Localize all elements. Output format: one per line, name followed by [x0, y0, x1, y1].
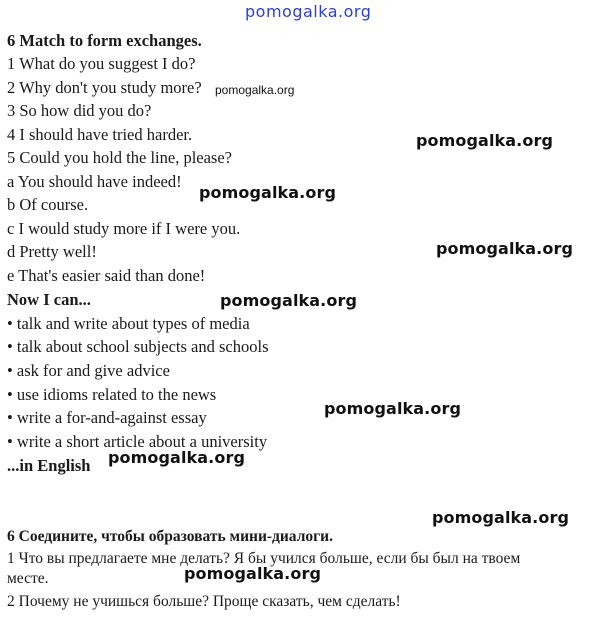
skill-item: • talk and write about types of media — [7, 314, 250, 333]
translation-line: 2 Почему не учишься больше? Проще сказать, чем сделать! — [7, 593, 401, 610]
translation-line-continued: месте. — [7, 570, 49, 587]
exchange-item: a You should have indeed! — [7, 172, 182, 191]
skill-item: • ask for and give advice — [7, 361, 170, 380]
skill-item: • write a short article about a university — [7, 432, 268, 451]
skill-item: • write a for-and-against essay — [7, 408, 207, 427]
watermark: pomogalka.org — [108, 448, 245, 467]
watermark: pomogalka.org — [184, 564, 321, 583]
translation-line: 1 Что вы предлагаете мне делать? Я бы учился больше, если бы был на твоем — [7, 550, 521, 567]
exercise-title: 6 Match to form exchanges. — [7, 31, 202, 50]
exchange-item: 3 So how did you do? — [7, 101, 152, 120]
watermark-small: pomogalka.org — [215, 83, 295, 97]
watermark: pomogalka.org — [432, 508, 569, 527]
exchange-item: 5 Could you hold the line, please? — [7, 148, 232, 167]
exchange-item: b Of course. — [7, 195, 89, 214]
in-english-label: ...in English — [7, 456, 91, 475]
exchange-item: 2 Why don't you study more? — [7, 78, 202, 97]
exchange-item: e That's easier said than done! — [7, 266, 206, 285]
exchange-item: 4 I should have tried harder. — [7, 125, 193, 144]
translation-title: 6 Соедините, чтобы образовать мини-диалоги. — [7, 528, 333, 545]
exchange-item: c I would study more if I were you. — [7, 219, 241, 238]
watermark: pomogalka.org — [416, 131, 553, 150]
watermark: pomogalka.org — [199, 183, 336, 202]
exchange-item: d Pretty well! — [7, 242, 97, 261]
now-i-can-title: Now I can... — [7, 290, 91, 309]
watermark: pomogalka.org — [436, 239, 573, 258]
watermark-top: pomogalka.org — [245, 2, 372, 21]
watermark: pomogalka.org — [324, 399, 461, 418]
watermark: pomogalka.org — [220, 291, 357, 310]
skill-item: • talk about school subjects and schools — [7, 337, 269, 356]
exchange-item: 1 What do you suggest I do? — [7, 54, 196, 73]
skill-item: • use idioms related to the news — [7, 385, 217, 404]
